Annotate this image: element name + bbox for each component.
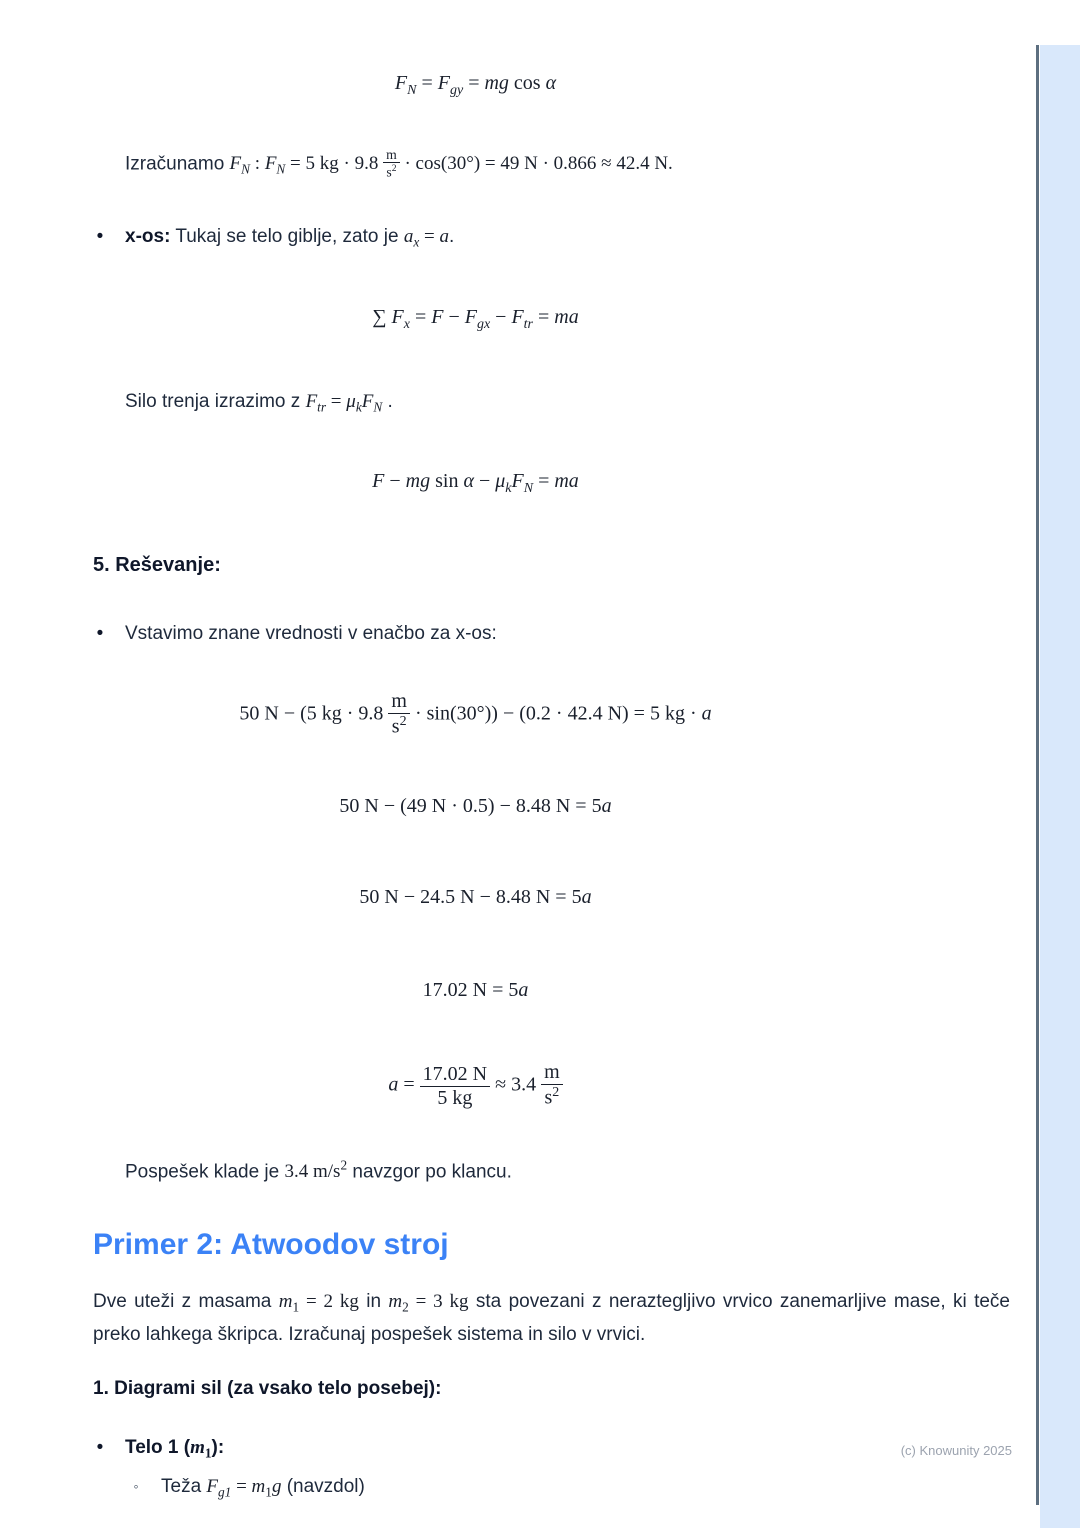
heading-diagrami-sil: 1. Diagrami sil (za vsako telo posebej): (93, 1377, 442, 1399)
inline-math-friction: $F_{tr} = \mu_kF_N$ (305, 391, 383, 415)
next-page-preview-strip (1040, 45, 1080, 1528)
subbullet-text: Teža (161, 1476, 207, 1498)
equation-step-2: 50 N − (49 N · 0.5) − 8.48 N = 5a (339, 795, 612, 818)
bullet-vstavimo (93, 619, 1010, 648)
bullet-text-tail: . (448, 226, 455, 248)
paragraph-text-tail: . (382, 391, 393, 413)
bullet-circle-icon: ◦ (133, 1478, 139, 1495)
bullet-text: Vstavimo znane vrednosti v enačbo za x-os: (125, 622, 497, 644)
paragraph-text: sta povezani z neraztegljivo vrvico zanemarljive mase, ki teče preko lahkega škripca. Izračunaj pospešek sistema in silo v vrvici. (93, 1290, 1010, 1346)
bullet-text: Tukaj se telo giblje, zato je (170, 226, 404, 248)
equation-acceleration-result: a = $\frac{17.02 N}{5 kg}$ ≈ 3.4 $\frac{m}{s^2}$ (93, 1061, 1010, 1110)
paragraph-text: Dve uteži z masama (93, 1290, 279, 1312)
equation-substitute-values: 50 N − (5 kg · 9.8 $\frac{m}{s^2}$ · sin(30°)) − (0.2 · 42.4 N) = 5 kg · a (239, 690, 712, 739)
paragraph-izracunamo (93, 147, 1010, 181)
inline-math-fn-calc: $F_N$ : $F_N = 5$ kg · 9.8 $\frac{m}{s^2}$ · cos(30°) = 49 N · 0.866 ≈ 42.4 N. (229, 146, 673, 180)
equation-step-4: 17.02 N = 5a (422, 979, 529, 1002)
paragraph-text: in (358, 1290, 389, 1312)
paragraph-text-tail: navzgor po klancu. (347, 1161, 512, 1183)
paragraph-pospesek (93, 1156, 1010, 1187)
inline-math-result: 3.4 $m/s^2$ (284, 1157, 348, 1183)
inline-math-ax: $a_x = a$ (403, 226, 449, 250)
inline-math-m1-label: $m_1$ (190, 1437, 212, 1461)
page-edge-divider (1036, 45, 1039, 1505)
inline-math-m2: $m_2 = 3$ kg (388, 1290, 469, 1315)
copyright-watermark: (c) Knowunity 2025 (900, 1443, 1012, 1458)
document-page (93, 0, 1010, 1504)
bullet-telo-1 (93, 1433, 1010, 1464)
bullet-bold-label-tail: ): (211, 1437, 225, 1459)
bullet-x-os (93, 222, 1010, 253)
bullet-bold-label: x-os: (125, 226, 171, 248)
subbullet-text-tail: (navzdol) (281, 1476, 365, 1498)
paragraph-text: Izračunamo (125, 153, 230, 175)
heading-resevanje: 5. Reševanje: (93, 553, 221, 576)
bullet-bold-label: Telo 1 ( (125, 1437, 191, 1459)
paragraph-text: Silo trenja izrazimo z (125, 391, 306, 413)
subbullet-teza (93, 1472, 1010, 1503)
section-title-primer2: Primer 2: Atwoodov stroj (93, 1227, 449, 1261)
inline-math-m1: $m_1 = 2$ kg (278, 1290, 359, 1315)
bullet-disc-icon: • (96, 226, 104, 248)
bullet-disc-icon: • (96, 622, 104, 644)
paragraph-atwood-intro (93, 1285, 1010, 1352)
equation-sum-fx: ∑ $F_x = F - F_{gx} - F_{tr}$ = ma (372, 305, 579, 332)
equation-friction-expanded: F − mg $\sin \alpha - \mu_kF_N$ = ma (372, 470, 579, 497)
inline-math-weight: $F_{g1} = m_1g$ (206, 1476, 282, 1501)
equation-step-3: 50 N − 24.5 N − 8.48 N = 5a (359, 886, 592, 909)
equation-normal-force: $F_N = F_{gy}$ = mg cos α (394, 72, 557, 98)
paragraph-text: Pospešek klade je (125, 1161, 285, 1183)
bullet-disc-icon: • (96, 1437, 104, 1459)
paragraph-silo-trenja (93, 387, 1010, 418)
